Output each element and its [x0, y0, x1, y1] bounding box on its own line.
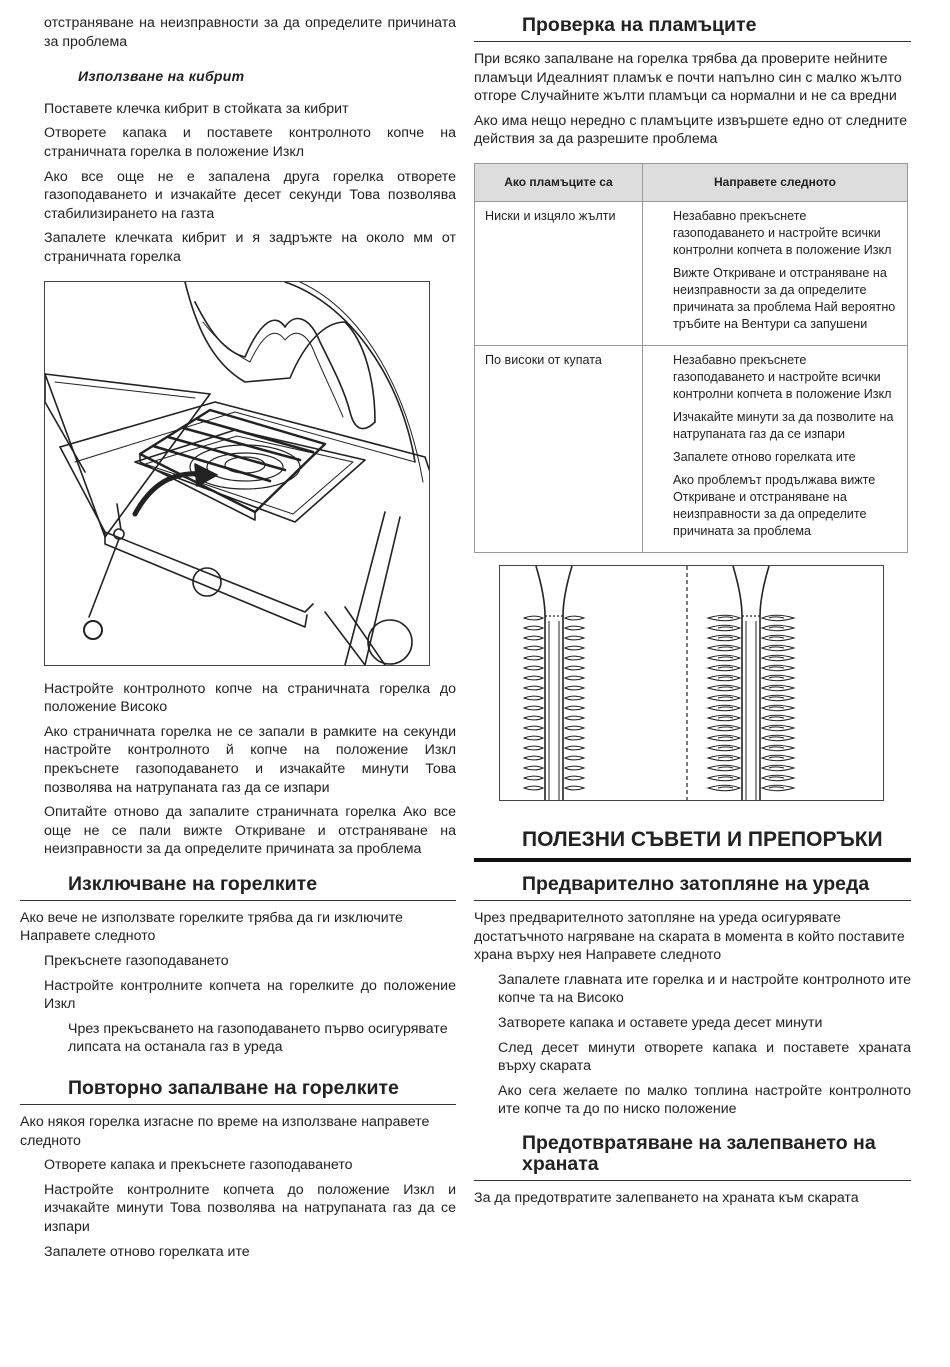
- preheat-step: Запалете главната ите горелка и и настройте контролното ите копче та на Високо: [498, 971, 911, 1007]
- off-step: Прекъснете газоподаването: [44, 953, 229, 970]
- left-column: [20, 14, 456, 1267]
- intro-text: отстраняване на неизправности за да определите причината за проблема: [44, 15, 456, 50]
- section-heading-relight: Повторно запалване на горелките: [20, 1077, 456, 1105]
- relight-step: Настройте контролните копчета до положение Изкл и изчакайте минути Това позволява на натрупаната газ да се изпари: [44, 1181, 456, 1235]
- section-heading-check-flames: Проверка на пламъците: [474, 14, 911, 42]
- stick-intro: За да предотвратите залепването на храната към скарата: [474, 1189, 859, 1206]
- flames-paragraph: Ако има нещо нередно с пламъците извършете едно от следните действия за да разрешите проблема: [474, 112, 908, 148]
- table-header-cell: Ако пламъците са: [475, 163, 643, 201]
- preheat-step: Затворете капака и оставете уреда десет минути: [498, 1014, 823, 1031]
- action-item: Незабавно прекъснете газоподаването и настройте всички контролни копчета в положение Изкл: [673, 208, 892, 257]
- light-step: Настройте контролното копче на страничната горелка до положение Високо: [44, 680, 456, 716]
- table-cell-actions: [643, 345, 908, 552]
- action-item: Изчакайте минути за да позволите на натрупаната газ да се изпари: [673, 409, 894, 441]
- side-burner-illustration: [44, 281, 430, 666]
- action-item: Запалете отново горелката ите: [673, 449, 856, 464]
- right-column: [474, 14, 911, 1214]
- table-cell-condition: По високи от купата: [475, 345, 643, 552]
- action-item: Ако проблемът продължава вижте Откриване и отстраняване на неизправности за да определите причината за проблема: [673, 472, 876, 538]
- section-heading-turn-off: Изключване на горелките: [20, 873, 456, 901]
- table-cell-actions: [643, 201, 908, 345]
- section-heading-prevent-sticking: Предотвратяване на залепването на храната: [474, 1133, 911, 1181]
- match-step: Поставете клечка кибрит в стойката за кибрит: [44, 100, 349, 117]
- table-row: [475, 201, 908, 345]
- table-cell-condition: Ниски и изцяло жълти: [475, 201, 643, 345]
- flames-paragraph: При всяко запалване на горелка трябва да проверите нейните пламъци Идеалният пламък е почти напълно син с малко жълто отгоре Случайните жълти пламъци са нормални и не са вредни: [474, 51, 902, 105]
- table-row: [475, 345, 908, 552]
- flames-table: [474, 163, 908, 553]
- match-subheading: Използване на кибрит: [78, 68, 245, 85]
- action-item: Вижте Откриване и отстраняване на неизправности за да определите причината за проблема Най вероятно тръбите на Вентури са запушени: [673, 265, 896, 331]
- action-item: Незабавно прекъснете газоподаването и настройте всички контролни копчета в положение Изкл: [673, 352, 892, 401]
- preheat-step: Ако сега желаете по малко топлина настройте контролното ите копче та до по ниско положение: [498, 1082, 911, 1118]
- preheat-step: След десет минути отворете капака и поставете храната върху скарата: [498, 1039, 911, 1075]
- off-note: Чрез прекъсването на газоподаването първо осигурявате липсата на останала газ в уреда: [68, 1020, 448, 1056]
- match-step: Ако все още не е запалена друга горелка отворете газоподаването и изчакайте десет секунди Това позволява стабилизирането на газта: [44, 168, 456, 222]
- off-step: Настройте контролните копчета на горелките до положение Изкл: [44, 977, 456, 1013]
- match-step: Запалете клечката кибрит и я задръжте на около мм от страничната горелка: [44, 230, 456, 265]
- relight-intro: Ако някоя горелка изгасне по време на използване направете следното: [20, 1114, 430, 1149]
- light-step: Опитайте отново да запалите страничната горелка Ако все още не се пали вижте Откриване и отстраняване на неизправности за да определите причината за проблема: [44, 804, 456, 858]
- section-heading-preheat: Предварително затопляне на уреда: [474, 874, 911, 901]
- relight-step: Запалете отново горелката ите: [44, 1243, 250, 1260]
- table-header-cell: Направете следното: [643, 163, 908, 201]
- light-step: Ако страничната горелка не се запали в рамките на секунди настройте контролното й копче на положение Изкл прекъснете газоподаването и изчакайте минути Това позволява на натрупаната газ да се изпари: [44, 723, 456, 796]
- section-heading-tips: ПОЛЕЗНИ СЪВЕТИ И ПРЕПОРЪКИ: [474, 827, 911, 862]
- table-header-row: [475, 163, 908, 201]
- match-step: Отворете капака и поставете контролното копче на страничната горелка в положение Изкл: [44, 125, 456, 160]
- preheat-intro: Чрез предварителното затопляне на уреда осигурявате достатъчното нагряване на скарата в момента в който поставите храна върху нея Направете следното: [474, 909, 905, 964]
- relight-step: Отворете капака и прекъснете газоподаването: [44, 1157, 353, 1174]
- off-intro: Ако вече не използвате горелките трябва да ги изключите Направете следното: [20, 909, 403, 945]
- burner-flames-illustration: [499, 565, 884, 801]
